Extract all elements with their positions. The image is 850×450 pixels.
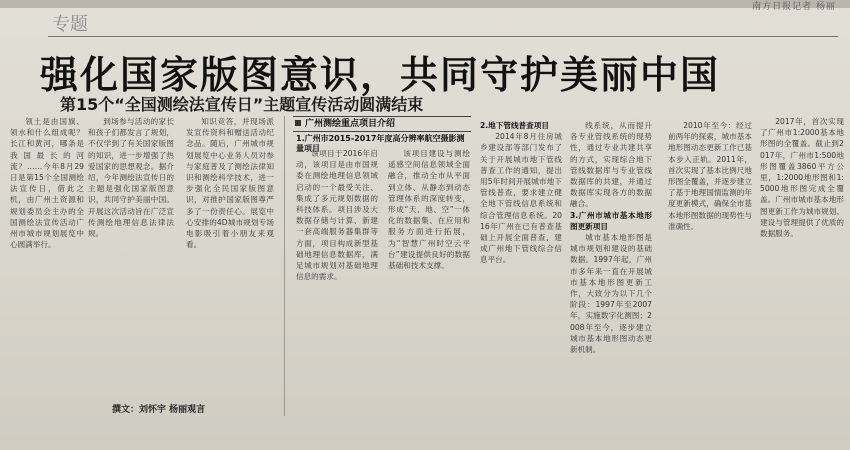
paragraph: 领土是由国旗、领水和什么组成呢？长江和黄河，哪条是我国最长的河流？……今年8月29日是第15个全国测绘法宣传日，借此之机，由广州土资源和规划委员会主办的全国测绘法宣传活动广州市城市规划展览中心圆满举行。 [10, 117, 84, 250]
paragraph: 线系统，从而提升各专业管线系统的现势性，通过专业共建共享的方式，实现综合地下管线数据库与专业管线数据库的共建，并通过数据库实现各方的数据融合。 [570, 121, 652, 209]
article-column-1 [10, 116, 84, 416]
section-tag: 专题 [52, 14, 88, 35]
article-column-5 [388, 148, 470, 418]
masthead-text: 南方日报记者 杨丽 [752, 2, 836, 12]
article-column-8 [668, 120, 752, 420]
square-bullet-icon [295, 120, 301, 126]
article-column-3 [186, 116, 274, 416]
column-divider [284, 116, 285, 416]
sidebar-box-heading: 广州测绘重点项目介绍 [293, 116, 471, 132]
paragraph: 城市基本地形图是城市规划和建设的基础数据。1997年起，广州市多年来一直在开展城市基本地形图更新工作，大致分为以下几个阶段：1997年至2007年，实施数字化测图；2008年至今，逐步建立城市基本地形图动态更新机制。 [570, 233, 652, 355]
project-1-title: 1.广州市2015-2017年度高分辨率航空摄影测量项目 [296, 134, 465, 153]
headline: 强化国家版图意识，共同守护美丽中国 [40, 52, 721, 97]
subheadline: 第15个“全国测绘法宣传日”主题宣传活动圆满结束 [60, 95, 424, 114]
photo-credit: 撰文：刘怀宇 杨丽观言 [112, 405, 206, 415]
paragraph: 该项目建设与测绘遥感空间信息领域全面融合，推动全市从平面到立体、从静态到动态管理体系的深度转变，形成“天、地、空”一体化的数据集、在应用和服务方面进行拓展，为“智慧广州时空云平台”建设提供良好的数据基础和技术支撑。 [388, 149, 470, 271]
top-strip [0, 0, 850, 8]
paragraph: 到场参与活动的家长和孩子们都发言了规划，不仅学到了有关国家版图的知识，进一步增强了热爱国家的思想观念。据介绍，今年测绘法宣传日的主题是强化国家版图意识，共同守护美丽中国。开展这次活动旨在广泛宣传测绘地理信息法律法规。 [88, 117, 174, 239]
project-3-title: 3.广州市城市基本地形图更新项目 [570, 210, 652, 231]
article-column-6 [480, 120, 562, 420]
paragraph: 该项目于2016年启动，该项目是由市国规委在测绘地理信息领域启动的一个最受关注、集成了多元规划数据的科技体系。项目涉及大数据存储与计算、新建一套高端服务器集群等方面，项目构成新型基础地理信息数据库，满足城市规划对基础地理信息的需求。 [296, 149, 378, 282]
article-column-9 [760, 116, 844, 416]
article-column-4 [296, 148, 378, 418]
article-column-2 [88, 116, 174, 416]
section-rule [48, 36, 838, 37]
paragraph: 知识竞答，并现场派发宣传资料和赠送活动纪念品。随后，广州城市规划展览中心业务人员对参与家庭普及了测绘法律知识和测绘科学技术，进一步强化全民国家版图意识，对推护国家版图尊严多了一份责任心。展览中心安排的4D城市规划专场电影吸引着小朋友来观看。 [186, 117, 274, 250]
paragraph: 2014年8月住房城乡建设部等部门发布了关于开展城市地下管线普查工作的通知，提出用5年时间开展城市地下管线普查，要求建立健全地下管线信息系统和综合管理信息系统。2016年广州在已有普查基础上开展全面普查，建成广州地下管线综合信息平台。 [480, 132, 562, 265]
project-2-title: 2.地下管线普查项目 [480, 121, 549, 130]
paragraph: 2010年至今：经过前两年的探索，城市基本地形图动态更新工作已基本步入正轨。2011年，首次实现了基本比例尺地形图全覆盖，并逐步建立了基于地理国情监测的年度更新模式，确保全市基本地形图数据的现势性与准确性。 [668, 121, 752, 231]
article-column-7 [570, 120, 652, 420]
paragraph: 2017年，首次实现了广州市1:2000基本地形图的全覆盖。截止到2017年，广州市1:500地形图覆盖3860平方公里，1:2000地形图和1:5000地形图完成全覆盖。广州市城市基本地形图更新工作为城市规划、建设与管理提供了优质的数据服务。 [760, 117, 844, 239]
